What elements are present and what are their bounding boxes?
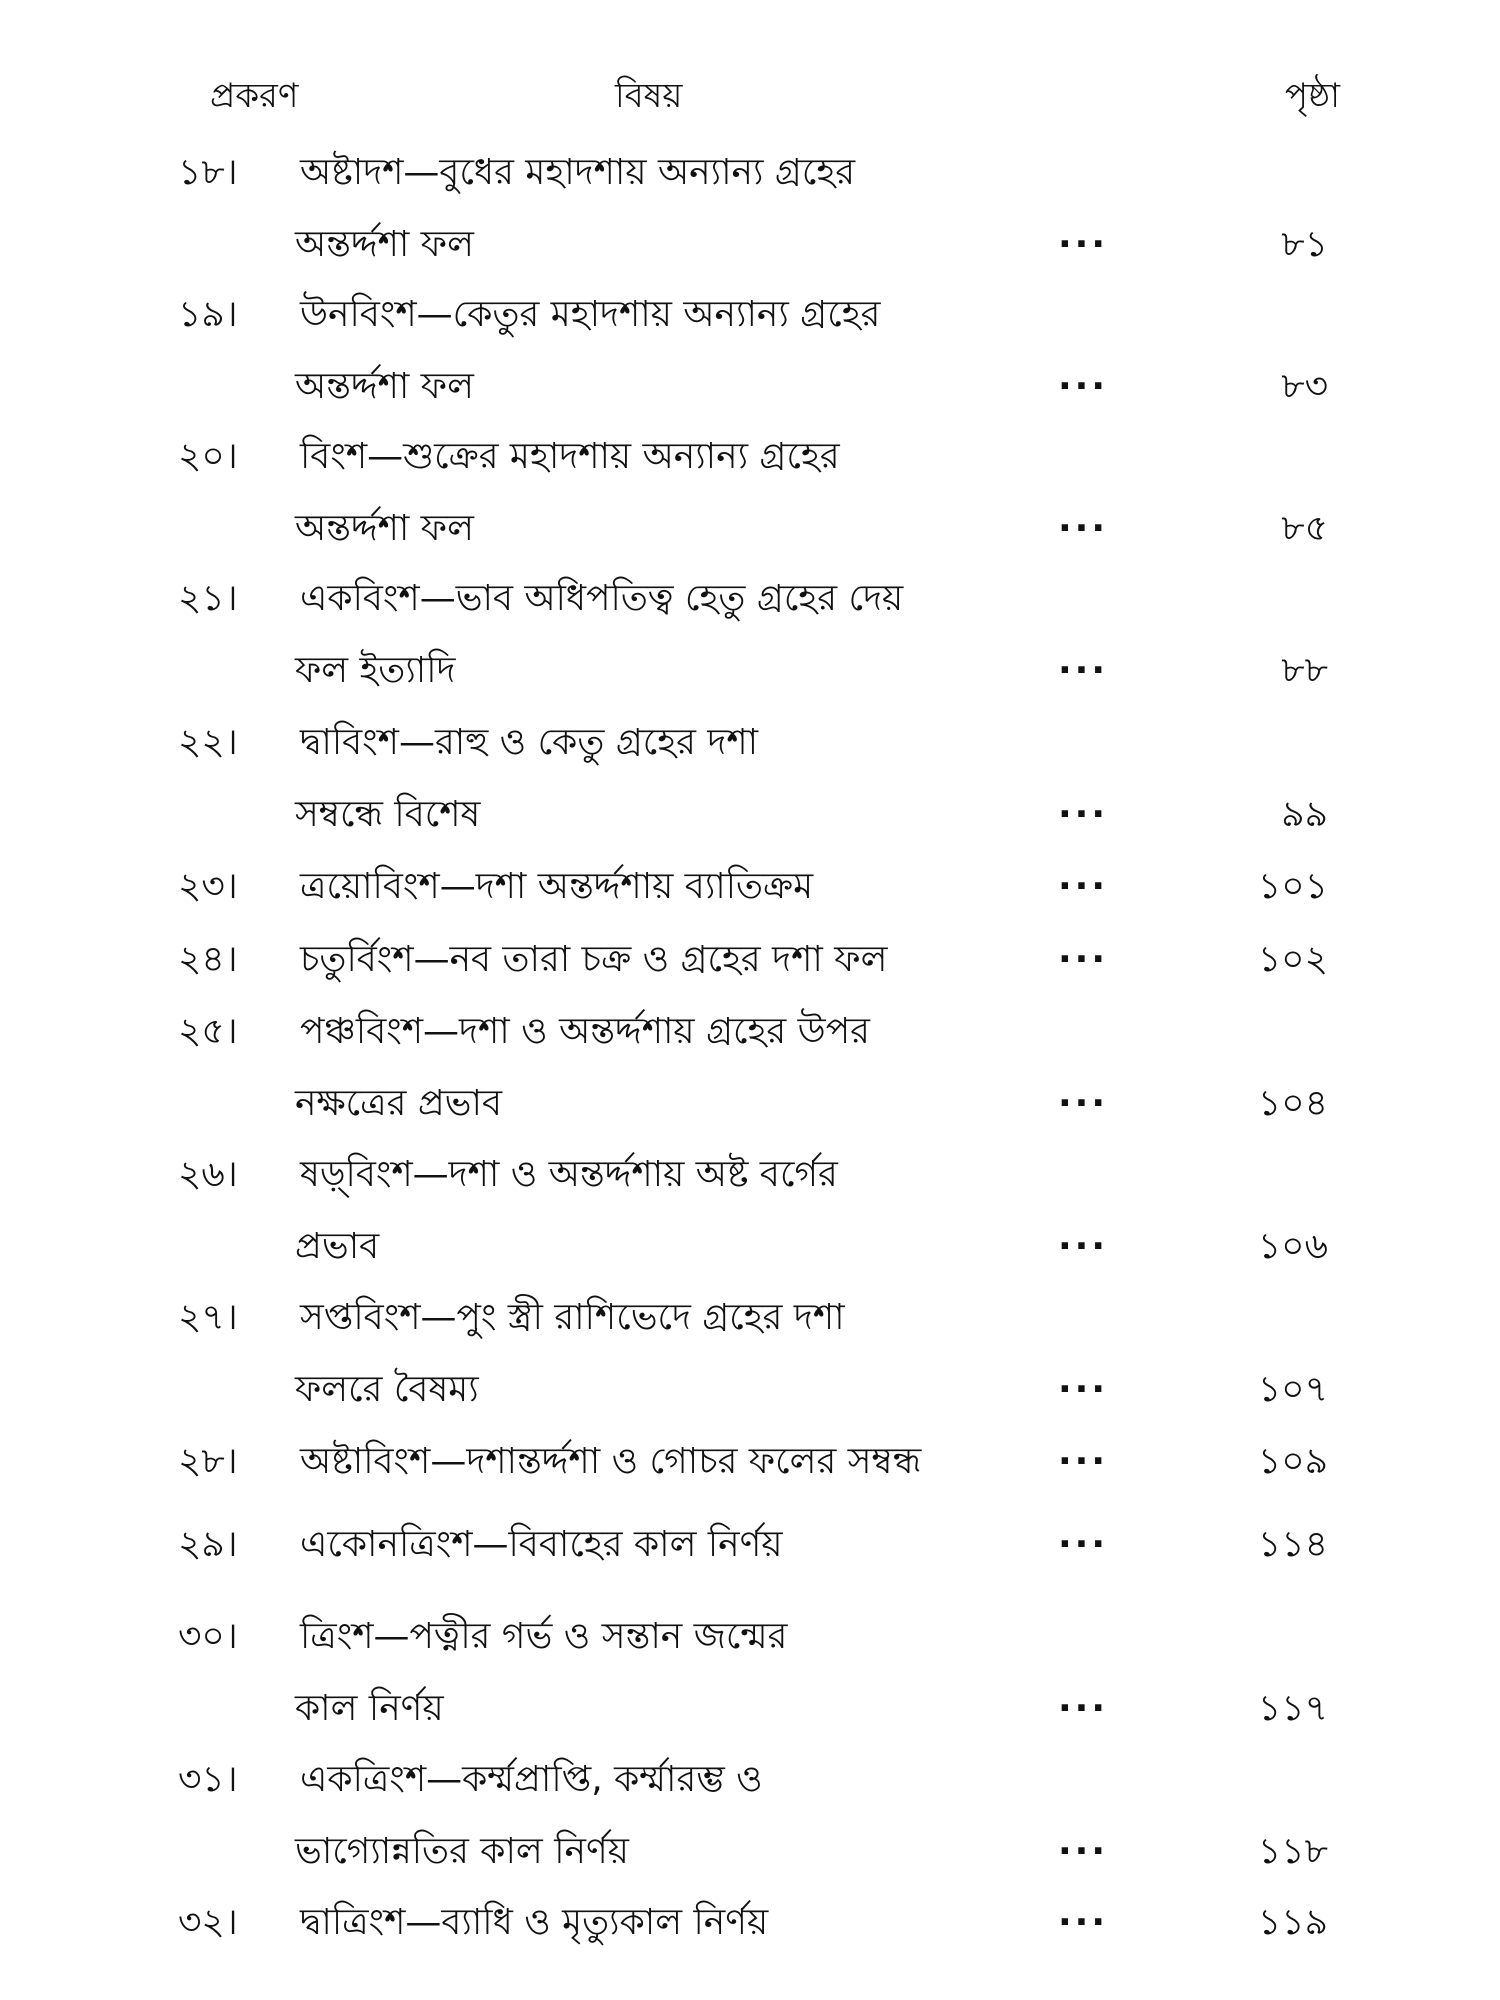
toc-row [0,220,1500,270]
header-page: পৃষ্ঠা [1284,76,1340,116]
toc-row [0,935,1500,985]
chapter-title: চতুর্বিংশ—নব তারা চক্র ও গ্রহের দশা ফল [300,939,888,980]
chapter-title: অন্তর্দ্দশা ফল [295,508,474,549]
header-subject: বিষয় [615,76,683,116]
chapter-title: একত্রিংশ—কর্ম্মপ্রাপ্তি, কর্ম্মারম্ভ ও [300,1759,763,1800]
page-number: ৮৩ [1281,366,1328,407]
chapter-number: ২৩। [178,866,238,907]
chapter-title: একবিংশ—ভাব অধিপতিত্ব হেতু গ্রহের দেয় [300,578,904,619]
chapter-title: পঞ্চবিংশ—দশা ও অন্তর্দ্দশায় গ্রহের উপর [300,1011,870,1052]
page-number: ১০২ [1257,939,1328,980]
chapter-number: ২৮। [178,1441,238,1482]
chapter-number: ২১। [178,578,238,619]
toc-row [0,1755,1500,1805]
chapter-number: ৩২। [178,1902,238,1943]
chapter-title: ষড়্‌বিংশ—দশা ও অন্তর্দ্দশায় অষ্ট বর্গের [300,1154,838,1195]
page-number: ১০৭ [1257,1369,1328,1410]
page-number: ৯৯ [1281,794,1328,835]
toc-row [0,1293,1500,1343]
page-number: ১১৭ [1257,1688,1328,1729]
toc-row [0,362,1500,412]
leader-dots: ··· [1058,1831,1109,1872]
chapter-number: ৩১। [178,1759,238,1800]
page-number: ৮১ [1281,224,1328,265]
toc-row [0,1079,1500,1129]
leader-dots: ··· [1058,1083,1109,1124]
chapter-title: ফলরে বৈষম্য [295,1369,479,1410]
page-number: ১১৯ [1257,1902,1328,1943]
page-number: ১০৯ [1257,1441,1328,1482]
leader-dots: ··· [1058,794,1109,835]
chapter-title: ত্রিংশ—পত্নীর গর্ভ ও সন্তান জন্মের [300,1616,788,1657]
chapter-title: কাল নির্ণয় [295,1688,444,1729]
toc-row [0,646,1500,696]
chapter-number: ১৯। [178,294,238,335]
toc-row [0,1612,1500,1662]
toc-row [0,790,1500,840]
leader-dots: ··· [1058,224,1109,265]
chapter-number: ২২। [178,722,238,763]
leader-dots: ··· [1058,508,1109,549]
chapter-title: দ্বাবিংশ—রাহু ও কেতু গ্রহের দশা [300,722,759,763]
toc-row [0,574,1500,624]
toc-row [0,718,1500,768]
chapter-title: ত্রয়োবিংশ—দশা অন্তর্দ্দশায় ব্যাতিক্রম [300,866,814,907]
leader-dots: ··· [1058,1441,1109,1482]
chapter-title: অন্তর্দ্দশা ফল [295,366,474,407]
chapter-title: সপ্তবিংশ—পুং স্ত্রী রাশিভেদে গ্রহের দশা [300,1297,845,1338]
toc-row [0,1365,1500,1415]
chapter-title: দ্বাত্রিংশ—ব্যাধি ও মৃত্যুকাল নির্ণয় [300,1902,769,1943]
chapter-title: অন্তর্দ্দশা ফল [295,224,474,265]
toc-row [0,504,1500,554]
toc-row [0,1150,1500,1200]
leader-dots: ··· [1058,1688,1109,1729]
leader-dots: ··· [1058,650,1109,691]
chapter-title: উনবিংশ—কেতুর মহাদশায় অন্যান্য গ্রহের [300,294,881,335]
leader-dots: ··· [1058,1902,1109,1943]
chapter-title: বিংশ—শুক্রের মহাদশায় অন্যান্য গ্রহের [300,436,840,477]
header-chapter: প্রকরণ [210,76,299,116]
toc-row [0,432,1500,482]
toc-row [0,1437,1500,1487]
leader-dots: ··· [1058,1226,1109,1267]
toc-row [0,862,1500,912]
chapter-number: ৩০। [178,1616,238,1657]
chapter-title: সম্বন্ধে বিশেষ [295,794,481,835]
chapter-number: ২৯। [178,1524,238,1565]
chapter-number: ২৭। [178,1297,238,1338]
toc-row [0,148,1500,198]
toc-row [0,1827,1500,1877]
toc-row [0,1898,1500,1948]
page-number: ১১৮ [1257,1831,1328,1872]
chapter-number: ২০। [178,436,238,477]
chapter-title: একোনত্রিংশ—বিবাহের কাল নির্ণয় [300,1524,783,1565]
page-number: ১১৪ [1257,1524,1328,1565]
toc-row [0,1684,1500,1734]
page-number: ৮৫ [1281,508,1328,549]
chapter-title: ভাগ্যোন্নতির কাল নির্ণয় [295,1831,629,1872]
chapter-title: অষ্টাদশ—বুধের মহাদশায় অন্যান্য গ্রহের [300,152,856,193]
chapter-title: প্রভাব [295,1226,380,1267]
chapter-number: ২৫। [178,1011,238,1052]
leader-dots: ··· [1058,1369,1109,1410]
chapter-number: ২৪। [178,939,238,980]
leader-dots: ··· [1058,366,1109,407]
chapter-number: ১৮। [178,152,238,193]
toc-row [0,290,1500,340]
leader-dots: ··· [1058,866,1109,907]
page-number: ৮৮ [1281,650,1328,691]
leader-dots: ··· [1058,1524,1109,1565]
toc-row [0,1520,1500,1570]
chapter-number: ২৬। [178,1154,238,1195]
toc-row [0,1007,1500,1057]
page-number: ১০১ [1257,866,1328,907]
page-number: ১০৪ [1257,1083,1328,1124]
toc-row [0,1222,1500,1272]
chapter-title: অষ্টাবিংশ—দশান্তর্দ্দশা ও গোচর ফলের সম্বন্ধ [300,1441,922,1482]
chapter-title: ফল ইত্যাদি [295,650,456,691]
page-number: ১০৬ [1257,1226,1328,1267]
leader-dots: ··· [1058,939,1109,980]
chapter-title: নক্ষত্রের প্রভাব [295,1083,502,1124]
